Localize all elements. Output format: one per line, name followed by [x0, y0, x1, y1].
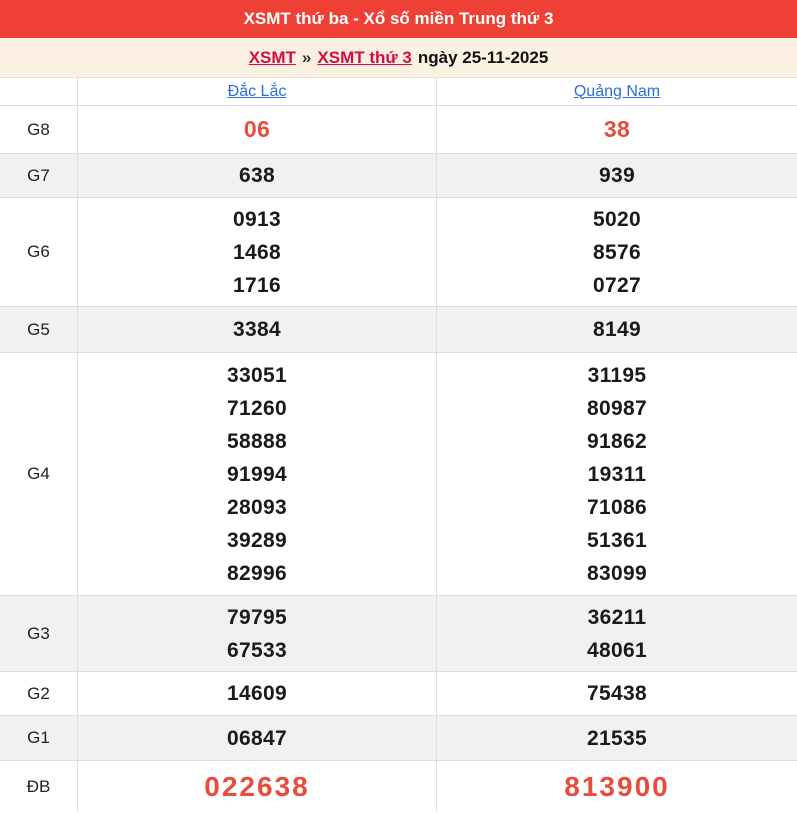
prize-label-g6: G6 — [0, 198, 78, 306]
result-cell-g4-quang-nam — [437, 353, 797, 595]
table-header-row — [0, 78, 797, 106]
result-cell-g6-quang-nam — [437, 198, 797, 306]
result-number: 71260 — [227, 396, 287, 420]
result-number: 1716 — [233, 273, 281, 297]
result-cell-g8-quang-nam — [437, 106, 797, 153]
result-number: 5020 — [593, 207, 641, 231]
table-row-g8 — [0, 106, 797, 154]
result-number: 51361 — [587, 528, 647, 552]
result-cell-g1-quang-nam — [437, 716, 797, 760]
result-number: 39289 — [227, 528, 287, 552]
result-number: 38 — [603, 116, 631, 142]
result-number: 28093 — [227, 495, 287, 519]
result-number: 75438 — [587, 682, 647, 705]
result-cell-g1-dac-lac — [78, 716, 437, 760]
column-link-dac-lac[interactable]: Đắc Lắc — [227, 82, 287, 100]
results-table — [0, 78, 797, 812]
result-number: 0913 — [233, 207, 281, 231]
result-number: 83099 — [587, 561, 647, 585]
result-cell-g5-dac-lac — [78, 307, 437, 352]
table-row-g4 — [0, 353, 797, 596]
result-number: 80987 — [587, 396, 647, 420]
result-number: 06847 — [227, 726, 287, 750]
result-number: 31195 — [587, 363, 647, 387]
result-number: 638 — [239, 164, 275, 187]
prize-label-g3: G3 — [0, 596, 78, 671]
result-number: 82996 — [227, 561, 287, 585]
result-number: 06 — [243, 116, 271, 142]
result-number: 14609 — [227, 682, 287, 705]
table-row-g7 — [0, 154, 797, 198]
breadcrumb — [0, 38, 797, 78]
prize-label-db: ĐB — [0, 761, 78, 812]
column-header-quang-nam — [437, 78, 797, 105]
table-row-g3 — [0, 596, 797, 672]
result-number: 8576 — [593, 240, 641, 264]
page-title: XSMT thứ ba - Xổ số miền Trung thứ 3 — [243, 9, 554, 28]
result-cell-g3-quang-nam — [437, 596, 797, 671]
result-number: 022638 — [204, 770, 310, 802]
prize-label-g4: G4 — [0, 353, 78, 595]
column-header-dac-lac — [78, 78, 437, 105]
result-number: 91994 — [227, 462, 287, 486]
table-row-g6 — [0, 198, 797, 307]
breadcrumb-separator: » — [301, 47, 312, 67]
result-cell-g6-dac-lac — [78, 198, 437, 306]
result-cell-g8-dac-lac — [78, 106, 437, 153]
result-number: 1468 — [233, 240, 281, 264]
breadcrumb-link-xsmt[interactable]: XSMT — [248, 47, 296, 67]
prize-label-g7: G7 — [0, 154, 78, 197]
prize-column-header — [0, 78, 78, 105]
result-cell-g5-quang-nam — [437, 307, 797, 352]
table-row-db — [0, 761, 797, 812]
breadcrumb-date: ngày 25-11-2025 — [417, 47, 549, 67]
result-number: 8149 — [593, 318, 641, 341]
result-number: 19311 — [587, 462, 647, 486]
result-cell-db-quang-nam — [437, 761, 797, 812]
header-bar — [0, 0, 797, 38]
result-number: 21535 — [587, 726, 647, 750]
prize-label-g2: G2 — [0, 672, 78, 715]
result-number: 67533 — [227, 638, 287, 662]
result-number: 0727 — [593, 273, 641, 297]
result-number: 79795 — [227, 605, 287, 629]
result-number: 71086 — [587, 495, 647, 519]
result-cell-db-dac-lac — [78, 761, 437, 812]
result-cell-g2-quang-nam — [437, 672, 797, 715]
table-row-g2 — [0, 672, 797, 716]
result-cell-g7-quang-nam — [437, 154, 797, 197]
result-number: 36211 — [587, 605, 647, 629]
prize-label-g5: G5 — [0, 307, 78, 352]
prize-label-g1: G1 — [0, 716, 78, 760]
result-number: 813900 — [564, 770, 670, 802]
table-row-g5 — [0, 307, 797, 353]
result-number: 48061 — [587, 638, 647, 662]
result-cell-g3-dac-lac — [78, 596, 437, 671]
breadcrumb-link-xsmt-thu-3[interactable]: XSMT thứ 3 — [317, 47, 412, 67]
result-cell-g2-dac-lac — [78, 672, 437, 715]
column-link-quang-nam[interactable]: Quảng Nam — [573, 82, 661, 100]
result-number: 58888 — [227, 429, 287, 453]
result-number: 939 — [599, 164, 635, 187]
result-number: 91862 — [587, 429, 647, 453]
result-number: 33051 — [227, 363, 287, 387]
result-cell-g7-dac-lac — [78, 154, 437, 197]
result-number: 3384 — [233, 318, 281, 341]
prize-label-g8: G8 — [0, 106, 78, 153]
result-cell-g4-dac-lac — [78, 353, 437, 595]
table-row-g1 — [0, 716, 797, 761]
